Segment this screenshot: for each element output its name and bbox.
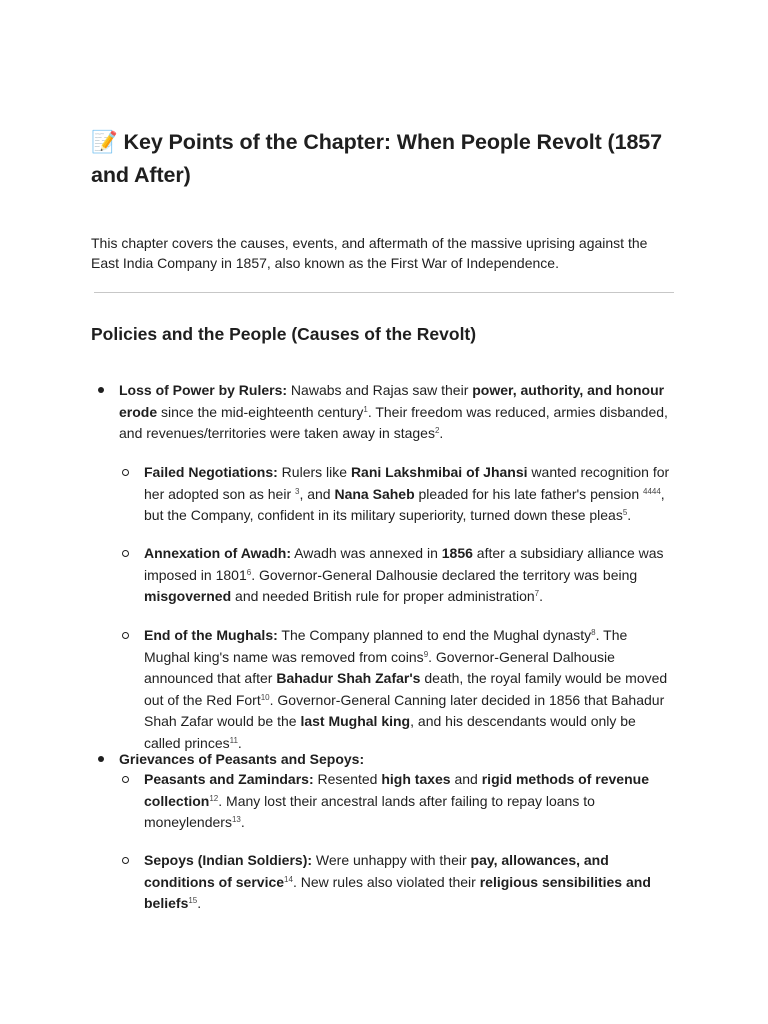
footnote-ref[interactable]: 2 bbox=[434, 426, 440, 435]
footnote-ref[interactable]: 14 bbox=[284, 874, 293, 884]
bullet-circle bbox=[122, 857, 129, 864]
list-item-annexation-of-awadh: Annexation of Awadh: Awadh was annexed in 1856 after a subsidiary alliance was imposed in 1801$^6$. Governor-General Dalhousie declared the territory was being misgoverned and needed British rule for proper administration$^7$. bbox=[144, 543, 674, 608]
footnote-ref[interactable]: 4444 bbox=[643, 486, 661, 496]
bullet-dot bbox=[98, 387, 104, 393]
footnote-ref[interactable]: 13 bbox=[231, 815, 241, 824]
document-page bbox=[91, 126, 681, 911]
list-item-grievances bbox=[119, 749, 679, 771]
page-title bbox=[91, 126, 681, 191]
list-item-end-of-the-mughals: End of the Mughals: The Company planned to end the Mughal dynasty$^8$. The Mughal king's name was removed from coins$^9$. Governor-General Dalhousie announced that after Bahadur Shah Zafar's death, the royal family would be moved out of the Red Fort$^{10}$. Governor-General Canning later decided in 1856 that Bahadur Shah Zafar would be the last Mughal king, and his descendants would only be called princes$^{11}$. bbox=[144, 625, 674, 754]
page-title-text: Key Points of the Chapter: When People Revolt (1857 and After) bbox=[91, 130, 663, 187]
footnote-ref[interactable]: 3 bbox=[295, 486, 300, 496]
footnote-ref[interactable]: 6 bbox=[246, 567, 252, 577]
item-label: Annexation of Awadh: bbox=[144, 545, 291, 561]
list-item-loss-of-power: Loss of Power by Rulers: Nawabs and Rajas saw their power, authority, and honour erode since the mid-eighteenth century$^1$. Their freedom was reduced, armies disbanded, and revenues/territories were taken away in stages$^2$. bbox=[119, 380, 679, 445]
section-heading: Policies and the People (Causes of the Revolt) bbox=[91, 324, 477, 344]
footnote-ref[interactable]: 5 bbox=[622, 508, 628, 517]
list-item-peasants-and-zamindars: Peasants and Zamindars: Resented high taxes and rigid methods of revenue collection$^{12}$. Many lost their ancestral lands after failing to repay loans to moneylenders$^{13}$. bbox=[144, 769, 674, 834]
list-item-failed-negotiations: Failed Negotiations: Rulers like Rani Lakshmibai of Jhansi wanted recognition for her adopted son as heir $^3$, and Nana Saheb pleaded for his late father's pension $^{4444}$, but the Company, confident in its military superiority, turned down these pleas$^5$. bbox=[144, 462, 674, 527]
bullet-dot bbox=[98, 756, 104, 762]
item-label: End of the Mughals: bbox=[144, 627, 278, 643]
item-label: Peasants and Zamindars: bbox=[144, 771, 314, 787]
footnote-ref[interactable]: 10 bbox=[260, 692, 270, 702]
list-item-sepoys: Sepoys (Indian Soldiers): Were unhappy with their pay, allowances, and conditions of service$^{14}$. New rules also violated their religious sensibilities and beliefs$^{15}$. bbox=[144, 850, 674, 915]
item-label: Loss of Power by Rulers: bbox=[119, 382, 288, 398]
footnote-ref[interactable]: 7 bbox=[534, 589, 540, 598]
bullet-circle bbox=[122, 469, 129, 476]
horizontal-divider bbox=[94, 292, 674, 293]
intro-paragraph: This chapter covers the causes, events, and aftermath of the massive uprising against the East India Company in 1857, also known as the First War of Independence. bbox=[91, 235, 648, 271]
bullet-circle bbox=[122, 632, 129, 639]
item-label: Sepoys (Indian Soldiers): bbox=[144, 852, 313, 868]
memo-icon: 📝 bbox=[91, 130, 118, 155]
footnote-ref[interactable]: 11 bbox=[229, 735, 238, 745]
bullet-circle bbox=[122, 776, 129, 783]
footnote-ref[interactable]: 8 bbox=[591, 628, 596, 637]
bullet-circle bbox=[122, 550, 129, 557]
footnote-ref[interactable]: 12 bbox=[209, 793, 219, 803]
item-label: Failed Negotiations: bbox=[144, 464, 278, 480]
footnote-ref[interactable]: 1 bbox=[363, 404, 368, 414]
footnote-ref[interactable]: 15 bbox=[188, 896, 198, 905]
footnote-ref[interactable]: 9 bbox=[423, 649, 429, 659]
item-label: Grievances of Peasants and Sepoys: bbox=[119, 751, 365, 767]
